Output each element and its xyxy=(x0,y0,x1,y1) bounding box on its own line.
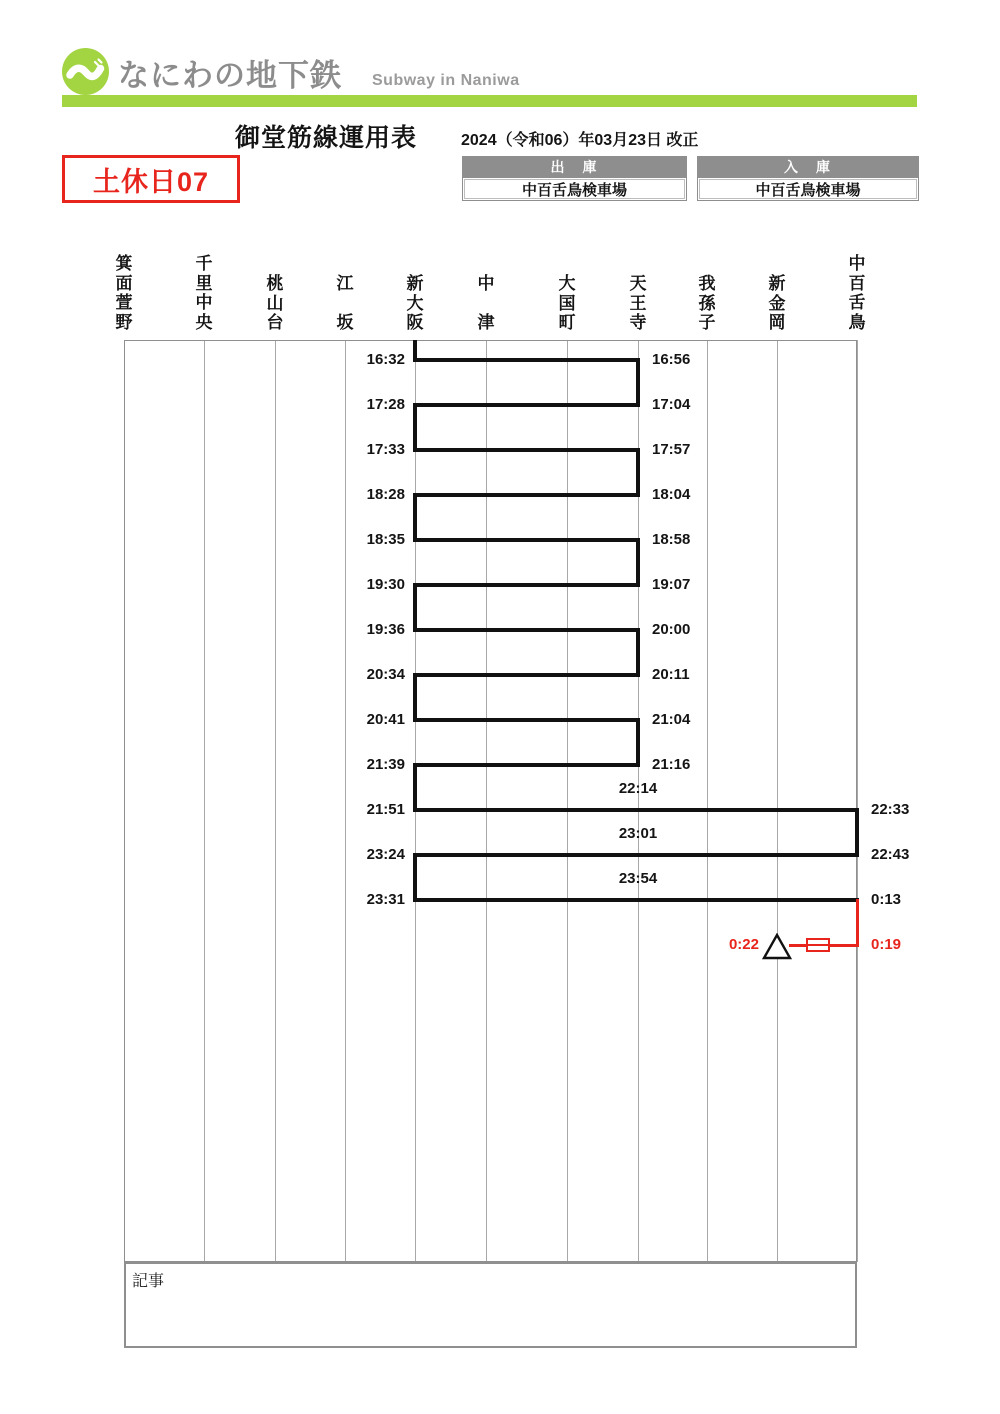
run-connector xyxy=(636,718,640,767)
depart-arrive-time-right: 17:04 xyxy=(652,396,691,413)
depot-out-header: 出 庫 xyxy=(463,157,686,177)
run-connector xyxy=(855,808,859,857)
station-label: 新 金 岡 xyxy=(768,274,786,332)
depart-arrive-time-right: 0:19 xyxy=(871,936,902,953)
run-line-segment xyxy=(413,898,859,902)
station-label: 千 里 中 央 xyxy=(195,254,213,332)
station-label: 新 大 阪 xyxy=(406,274,424,332)
station-label: 大 国 町 xyxy=(558,274,576,332)
depart-arrive-time-right: 18:04 xyxy=(652,486,691,503)
run-connector xyxy=(413,403,417,452)
depart-arrive-time-right: 16:56 xyxy=(652,351,691,368)
depart-arrive-time-left: 20:41 xyxy=(366,711,405,728)
depart-arrive-time-right: 19:07 xyxy=(652,576,691,593)
station-label: 江 坂 xyxy=(336,274,354,332)
depot-entry-icon xyxy=(806,938,830,952)
run-line-segment xyxy=(413,853,859,857)
depart-arrive-time-left: 0:22 xyxy=(728,936,759,953)
station-label: 我 孫 子 xyxy=(698,274,716,332)
depot-in-value: 中百舌鳥検車場 xyxy=(698,177,918,200)
depart-arrive-time-left: 19:36 xyxy=(366,621,405,638)
run-line-segment xyxy=(413,583,640,587)
via-time-label: 23:54 xyxy=(618,870,658,887)
notes-label: 記事 xyxy=(132,1273,165,1290)
station-label: 中 津 xyxy=(477,274,495,332)
depart-arrive-time-left: 16:32 xyxy=(366,351,405,368)
depart-arrive-time-left: 17:33 xyxy=(366,441,405,458)
run-connector xyxy=(636,628,640,677)
depart-arrive-time-left: 20:34 xyxy=(366,666,405,683)
notes-box xyxy=(124,1262,857,1348)
run-line-segment xyxy=(413,538,640,542)
run-line-segment xyxy=(413,673,640,677)
run-connector xyxy=(636,358,640,407)
logo-subtext: Subway in Naniwa xyxy=(372,72,520,89)
depart-arrive-time-left: 23:24 xyxy=(366,846,405,863)
depart-arrive-time-right: 17:57 xyxy=(652,441,691,458)
run-connector xyxy=(413,583,417,632)
depart-arrive-time-left: 19:30 xyxy=(366,576,405,593)
depart-arrive-time-left: 21:51 xyxy=(366,801,405,818)
run-connector xyxy=(636,448,640,497)
depart-arrive-time-right: 20:00 xyxy=(652,621,691,638)
depart-arrive-time-right: 21:04 xyxy=(652,711,691,728)
run-line-segment xyxy=(413,493,640,497)
via-time-label: 22:14 xyxy=(618,780,658,797)
depart-arrive-time-right: 0:13 xyxy=(871,891,902,908)
depart-arrive-time-left: 18:28 xyxy=(366,486,405,503)
depart-arrive-time-right: 18:58 xyxy=(652,531,691,548)
station-label: 桃 山 台 xyxy=(266,274,284,332)
via-time-label: 23:01 xyxy=(618,825,658,842)
run-line-segment xyxy=(413,628,640,632)
depart-arrive-time-right: 21:16 xyxy=(652,756,691,773)
run-line-segment xyxy=(413,718,640,722)
chart-frame xyxy=(124,340,857,1262)
turnback-triangle-icon xyxy=(762,933,792,960)
depot-out-value: 中百舌鳥検車場 xyxy=(463,177,686,200)
run-line-segment xyxy=(413,808,859,812)
depart-arrive-time-right: 20:11 xyxy=(652,666,690,683)
page-title: 御堂筋線運用表 xyxy=(235,124,418,152)
run-line-segment xyxy=(413,358,640,362)
run-start-stub xyxy=(413,340,417,362)
revision-date: 2024（令和06）年03月23日 改正 xyxy=(461,132,699,149)
depart-arrive-time-left: 21:39 xyxy=(366,756,405,773)
station-label: 中 百 舌 鳥 xyxy=(848,254,866,332)
run-line-segment xyxy=(413,763,640,767)
station-label: 箕 面 萱 野 xyxy=(115,254,133,332)
depart-arrive-time-right: 22:43 xyxy=(871,846,910,863)
duty-badge: 土休日07 xyxy=(62,155,240,203)
depart-arrive-time-left: 17:28 xyxy=(366,396,405,413)
run-connector xyxy=(413,673,417,722)
logo-text: なにわの地下鉄 xyxy=(118,58,342,93)
run-line-segment xyxy=(413,403,640,407)
depart-arrive-time-left: 23:31 xyxy=(366,891,405,908)
run-connector xyxy=(636,538,640,587)
station-label: 天 王 寺 xyxy=(629,274,647,332)
run-connector xyxy=(413,853,417,902)
run-connector xyxy=(413,763,417,812)
depart-arrive-time-left: 18:35 xyxy=(366,531,405,548)
depot-in-header: 入 庫 xyxy=(698,157,918,177)
run-line-segment xyxy=(413,448,640,452)
run-connector xyxy=(413,493,417,542)
run-connector xyxy=(856,899,859,947)
depart-arrive-time-right: 22:33 xyxy=(871,801,910,818)
